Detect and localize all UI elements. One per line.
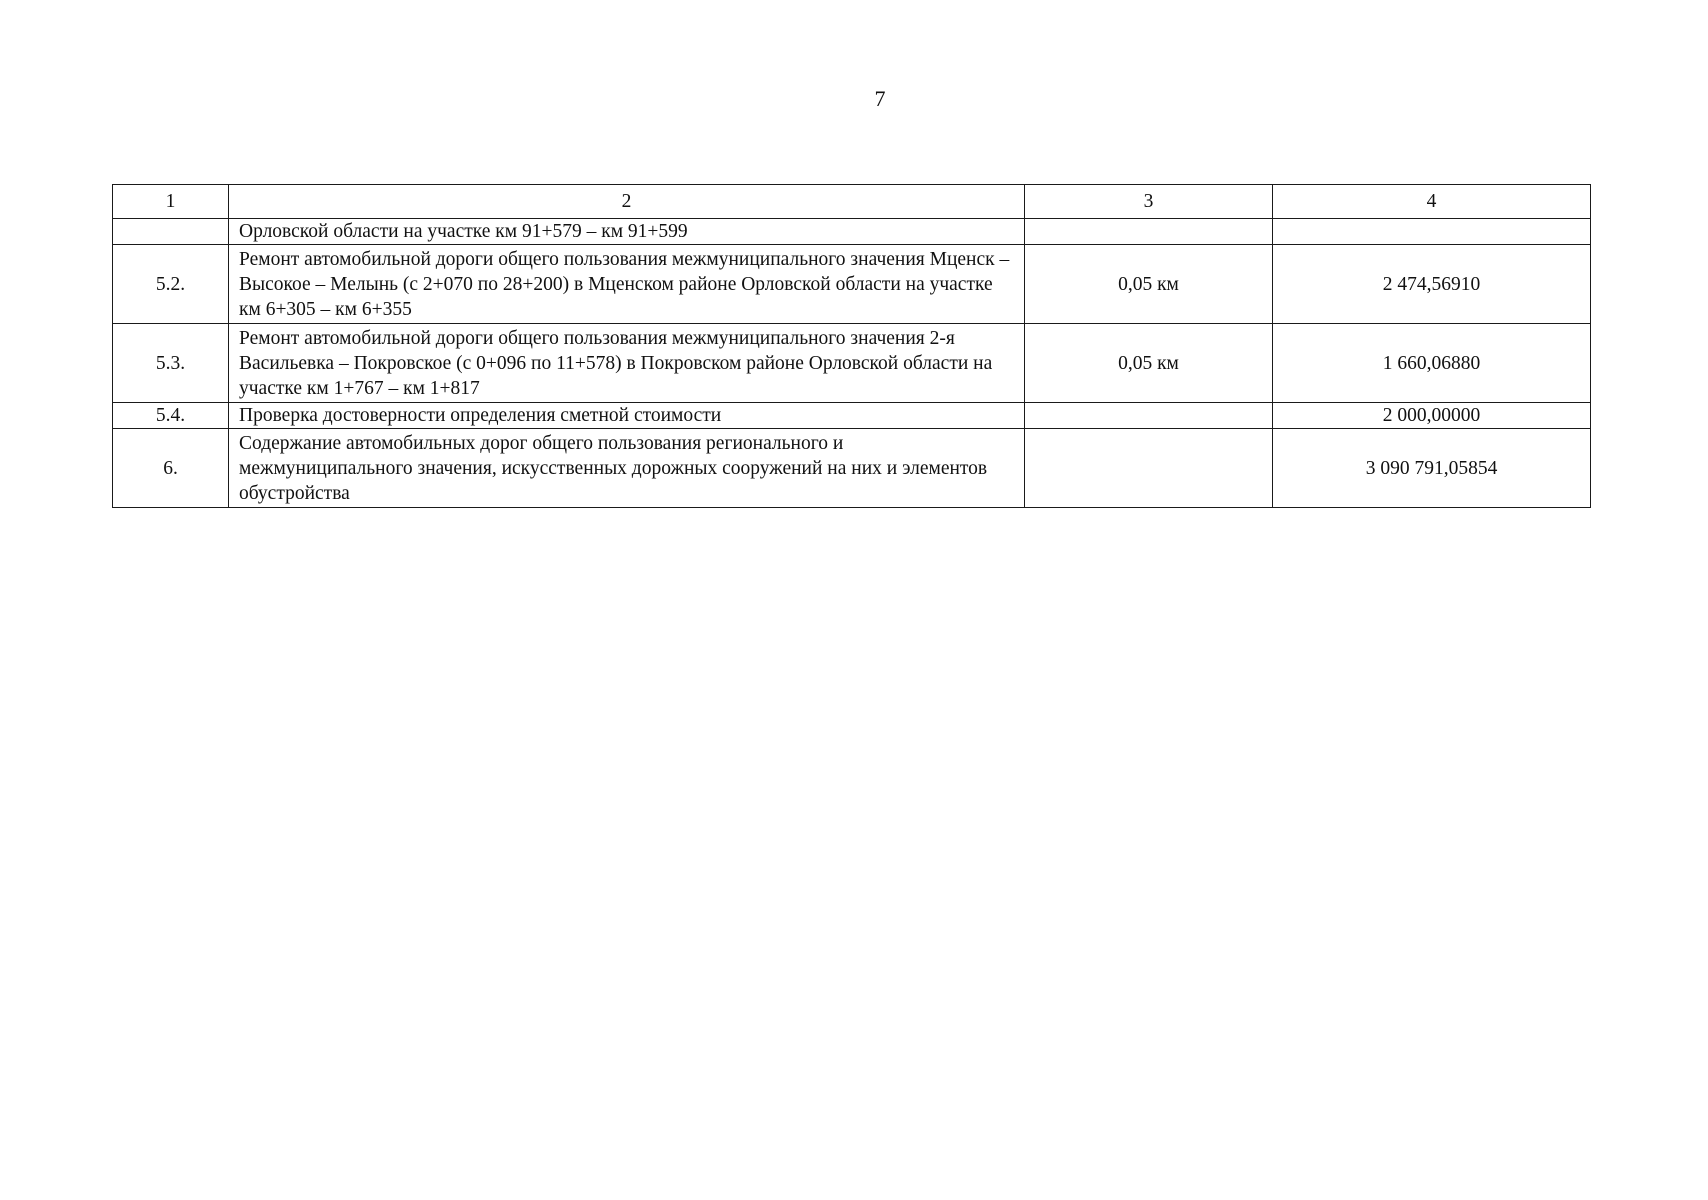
row-amount: 3 090 791,05854 <box>1273 429 1591 508</box>
row-number: 5.4. <box>113 403 229 429</box>
table-row <box>113 245 1591 324</box>
column-header: 2 <box>229 185 1025 219</box>
row-description: Содержание автомобильных дорог общего пользования регионального и межмуниципального значения, искусственных дорожных сооружений на них и элементов обустройства <box>229 429 1025 508</box>
table-row <box>113 324 1591 403</box>
row-length: 0,05 км <box>1025 324 1273 403</box>
page-number-text: 7 <box>874 86 886 111</box>
row-description: Проверка достоверности определения сметной стоимости <box>229 403 1025 429</box>
data-table <box>112 184 1591 508</box>
row-number: 5.3. <box>113 324 229 403</box>
row-description: Ремонт автомобильной дороги общего пользования межмуниципального значения 2-я Васильевка – Покровское (с 0+096 по 11+578) в Покровском районе Орловской области на участке км 1+767 – км 1+817 <box>229 324 1025 403</box>
table-row <box>113 429 1591 508</box>
row-description: Ремонт автомобильной дороги общего пользования межмуниципального значения Мценск – Высокое – Мелынь (с 2+070 по 28+200) в Мценском районе Орловской области на участке км 6+305 – км 6+355 <box>229 245 1025 324</box>
row-length <box>1025 429 1273 508</box>
table-header-row <box>113 185 1591 219</box>
row-length <box>1025 403 1273 429</box>
row-number <box>113 219 229 245</box>
row-description: Орловской области на участке км 91+579 – км 91+599 <box>229 219 1025 245</box>
row-amount: 2 000,00000 <box>1273 403 1591 429</box>
table-row <box>113 219 1591 245</box>
column-header: 1 <box>113 185 229 219</box>
row-amount <box>1273 219 1591 245</box>
column-header: 4 <box>1273 185 1591 219</box>
column-header: 3 <box>1025 185 1273 219</box>
row-length <box>1025 219 1273 245</box>
table-row <box>113 403 1591 429</box>
row-length: 0,05 км <box>1025 245 1273 324</box>
row-number: 6. <box>113 429 229 508</box>
row-amount: 1 660,06880 <box>1273 324 1591 403</box>
row-amount: 2 474,56910 <box>1273 245 1591 324</box>
page-number <box>0 86 1708 112</box>
row-number: 5.2. <box>113 245 229 324</box>
